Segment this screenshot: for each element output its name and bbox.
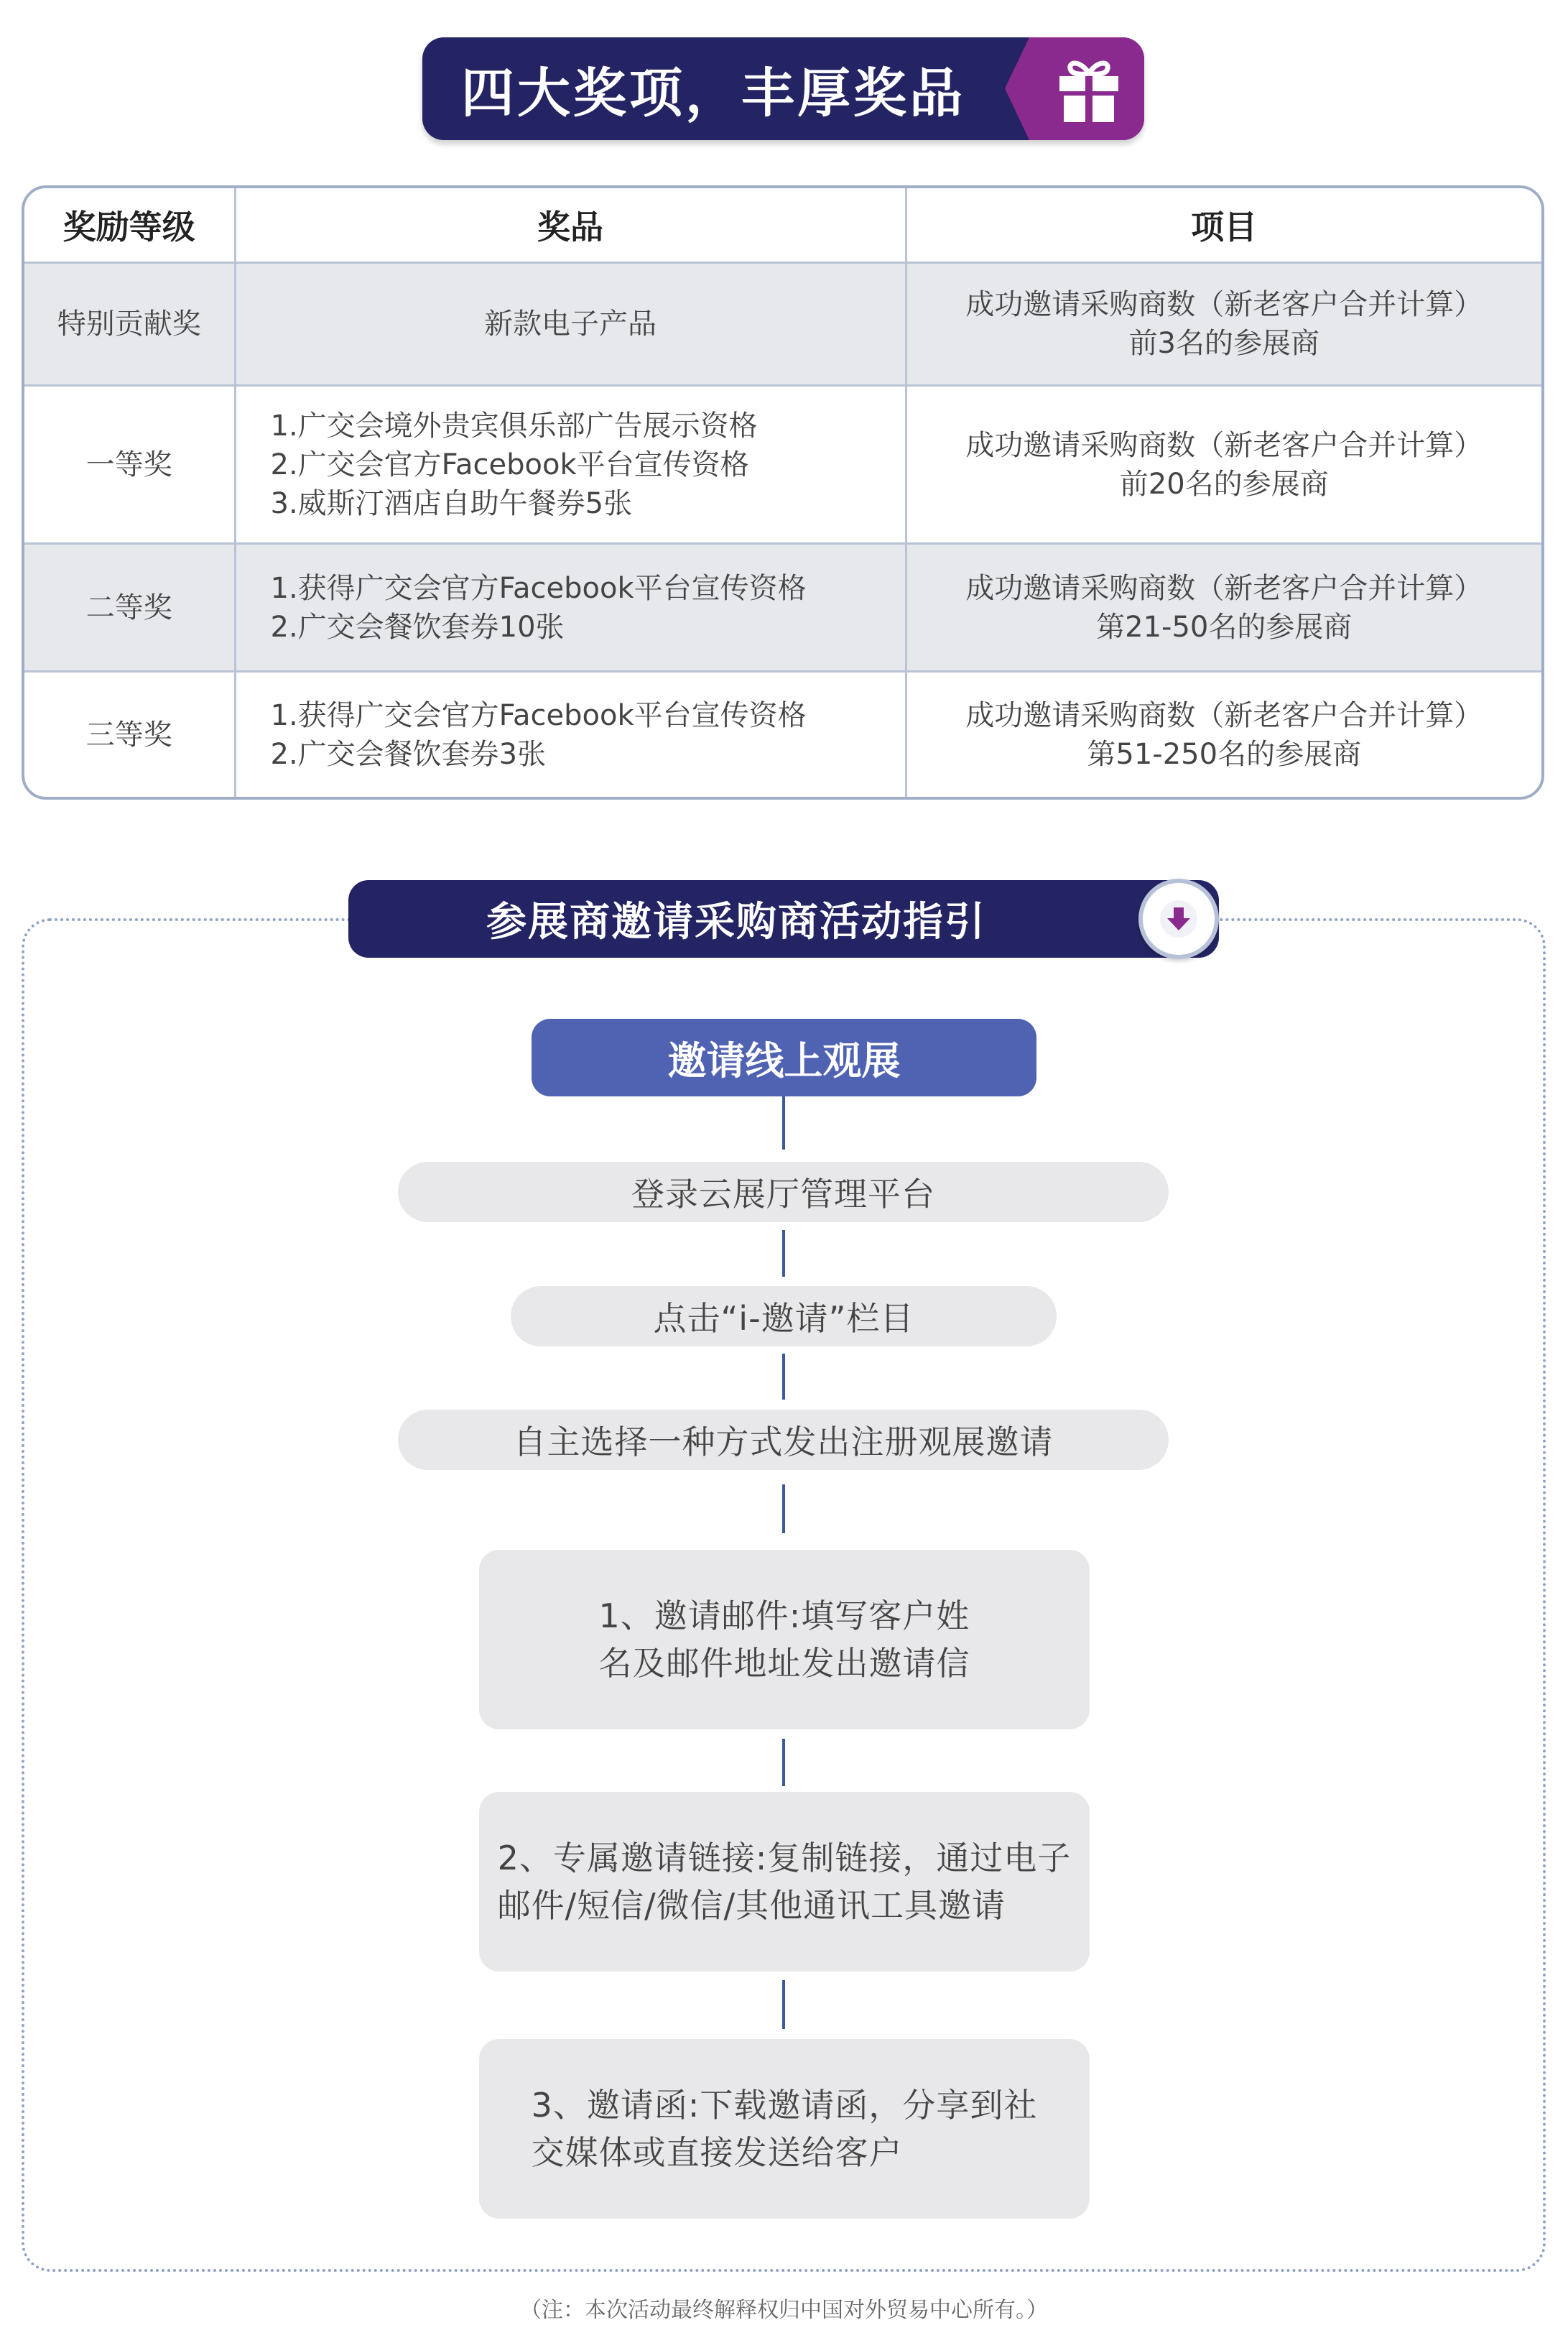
criteria-line: 成功邀请采购商数（新老客户合并计算）	[965, 428, 1483, 462]
prize-line: 2.广交会餐饮套券10张	[270, 610, 565, 644]
gift-tab	[1029, 37, 1144, 140]
criteria-cell	[906, 386, 1541, 544]
level-cell: 特别贡献奖	[24, 263, 235, 386]
connector-line	[782, 1739, 785, 1786]
criteria-line: 成功邀请采购商数（新老客户合并计算）	[965, 571, 1483, 605]
table-header-row	[24, 188, 1541, 263]
header-level: 奖励等级	[24, 188, 235, 263]
prize-line: 新款电子产品	[484, 308, 657, 341]
prize-line: 2.广交会官方Facebook平台宣传资格	[270, 448, 749, 481]
footnote: （注：本次活动最终解释权归中国对外贸易中心所有。）	[520, 2298, 1048, 2323]
prize-line: 1.获得广交会官方Facebook平台宣传资格	[270, 571, 807, 605]
prize-line: 2.广交会餐饮套券3张	[270, 738, 547, 772]
prizes-title: 四大奖项，丰厚奖品	[461, 62, 965, 124]
step-invite-online: 邀请线上观展	[532, 1019, 1036, 1096]
criteria-line: 成功邀请采购商数（新老客户合并计算）	[965, 699, 1483, 733]
table-row	[24, 263, 1541, 386]
connector-line	[782, 1354, 785, 1400]
method-line: 1、邀请邮件:填写客户姓	[598, 1596, 970, 1635]
prize-cell	[235, 386, 906, 544]
method-line: 名及邮件地址发出邀请信	[598, 1644, 970, 1683]
connector-line	[782, 1980, 785, 2029]
header-prize: 奖品	[235, 188, 906, 263]
criteria-line: 第21-50名的参展商	[1096, 610, 1353, 644]
prize-cell	[235, 544, 906, 672]
connector-line	[782, 1484, 785, 1533]
method-line: 邮件/短信/微信/其他通讯工具邀请	[497, 1886, 1006, 1925]
prize-line: 3.威斯汀酒店自助午餐券5张	[270, 486, 633, 520]
method-line: 交媒体或直接发送给客户	[531, 2133, 903, 2172]
step-click-invite-tab: 点击“i-邀请”栏目	[511, 1286, 1057, 1346]
table-row	[24, 672, 1541, 798]
step-login-platform: 登录云展厅管理平台	[398, 1162, 1169, 1222]
prize-line: 1.广交会境外贵宾俱乐部广告展示资格	[270, 409, 758, 443]
criteria-cell	[906, 263, 1541, 386]
criteria-cell	[906, 544, 1541, 672]
criteria-line: 前3名的参展商	[1128, 327, 1319, 360]
method-line: 2、专属邀请链接:复制链接，通过电子	[497, 1839, 1072, 1877]
criteria-cell	[906, 672, 1541, 798]
guide-title: 参展商邀请采购商活动指引	[486, 899, 986, 946]
down-arrow-icon	[1138, 879, 1219, 959]
level-cell: 一等奖	[24, 386, 235, 544]
connector-line	[782, 1230, 785, 1277]
down-arrow-glyph	[1159, 899, 1199, 939]
level-cell: 二等奖	[24, 544, 235, 672]
prizes-title-banner	[422, 37, 1144, 140]
table-row	[24, 544, 1541, 672]
guide-title-banner	[348, 880, 1219, 958]
method-line: 3、邀请函:下载邀请函，分享到社	[531, 2086, 1038, 2125]
table-row	[24, 386, 1541, 544]
criteria-line: 第51-250名的参展商	[1087, 738, 1362, 772]
criteria-line: 前20名的参展商	[1119, 467, 1329, 501]
criteria-line: 成功邀请采购商数（新老客户合并计算）	[965, 288, 1483, 321]
prize-line: 1.获得广交会官方Facebook平台宣传资格	[270, 699, 807, 733]
prize-cell	[235, 263, 906, 386]
prize-cell	[235, 672, 906, 798]
header-criteria: 项目	[906, 188, 1541, 263]
step-choose-method: 自主选择一种方式发出注册观展邀请	[398, 1410, 1169, 1470]
method-invitation-letter	[479, 2039, 1090, 2219]
method-email	[479, 1550, 1090, 1729]
gift-icon	[1058, 57, 1120, 124]
level-cell: 三等奖	[24, 672, 235, 798]
connector-line	[782, 1096, 785, 1150]
method-link	[479, 1792, 1090, 1972]
prize-table	[22, 185, 1544, 800]
